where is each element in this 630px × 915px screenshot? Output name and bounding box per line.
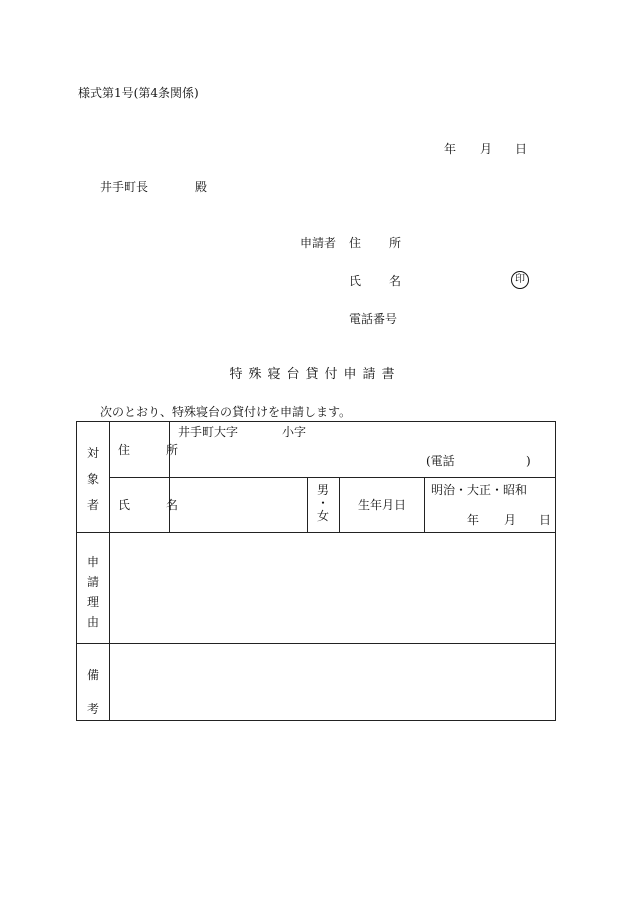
address-prefix: 井手町大字: [178, 425, 239, 439]
subject-char: 者: [86, 498, 99, 512]
seal-mark: 印: [511, 271, 529, 289]
subject-char: 対: [86, 446, 99, 460]
sex-separator: ・: [316, 496, 329, 510]
column-divider: [307, 477, 308, 532]
column-divider: [424, 477, 425, 532]
addressee-honorific: 殿: [195, 180, 208, 194]
birth-year-label: 年: [467, 513, 480, 527]
intro-text: 次のとおり、特殊寝台の貸付けを申請します。: [100, 405, 352, 419]
address-phone-label: (電話: [426, 454, 455, 468]
applicant-phone-label: 電話番号: [349, 312, 398, 326]
subject-header: [83, 440, 103, 518]
sex-female: 女: [316, 509, 329, 523]
address-label: 住 所: [118, 443, 191, 457]
applicant-label: 申請者: [300, 236, 337, 250]
name-label: 氏 名: [118, 498, 191, 512]
remarks-header: [83, 658, 103, 726]
column-divider: [339, 477, 340, 532]
sex-field: [313, 484, 333, 523]
birth-date-label: 生年月日: [358, 498, 407, 512]
subject-char: 象: [86, 472, 99, 486]
date-month-label: 月: [480, 142, 493, 156]
address-sub: 小字: [282, 425, 307, 439]
addressee-name: 井手町長: [100, 180, 149, 194]
reason-char: 由: [86, 615, 99, 629]
date-year-label: 年: [444, 142, 457, 156]
reason-field[interactable]: [110, 533, 555, 643]
applicant-address-label: 住 所: [349, 236, 410, 250]
remarks-char: 考: [86, 702, 99, 716]
applicant-name-label: 氏 名: [349, 274, 410, 288]
reason-char: 請: [86, 575, 99, 589]
application-table: [76, 421, 556, 721]
reason-char: 申: [86, 555, 99, 569]
reason-header: [83, 552, 103, 632]
row-divider: [109, 477, 555, 478]
birth-month-label: 月: [504, 513, 517, 527]
document-title: 特殊寝台貸付申請書: [229, 367, 401, 382]
remarks-char: 備: [86, 668, 99, 682]
birth-eras: 明治・大正・昭和: [431, 483, 528, 497]
form-number: 様式第1号(第4条関係): [78, 86, 199, 100]
address-phone-close: ): [526, 454, 531, 468]
reason-char: 理: [86, 595, 99, 609]
date-day-label: 日: [515, 142, 528, 156]
birth-day-label: 日: [539, 513, 552, 527]
remarks-field[interactable]: [110, 644, 555, 720]
sex-male: 男: [316, 483, 329, 497]
